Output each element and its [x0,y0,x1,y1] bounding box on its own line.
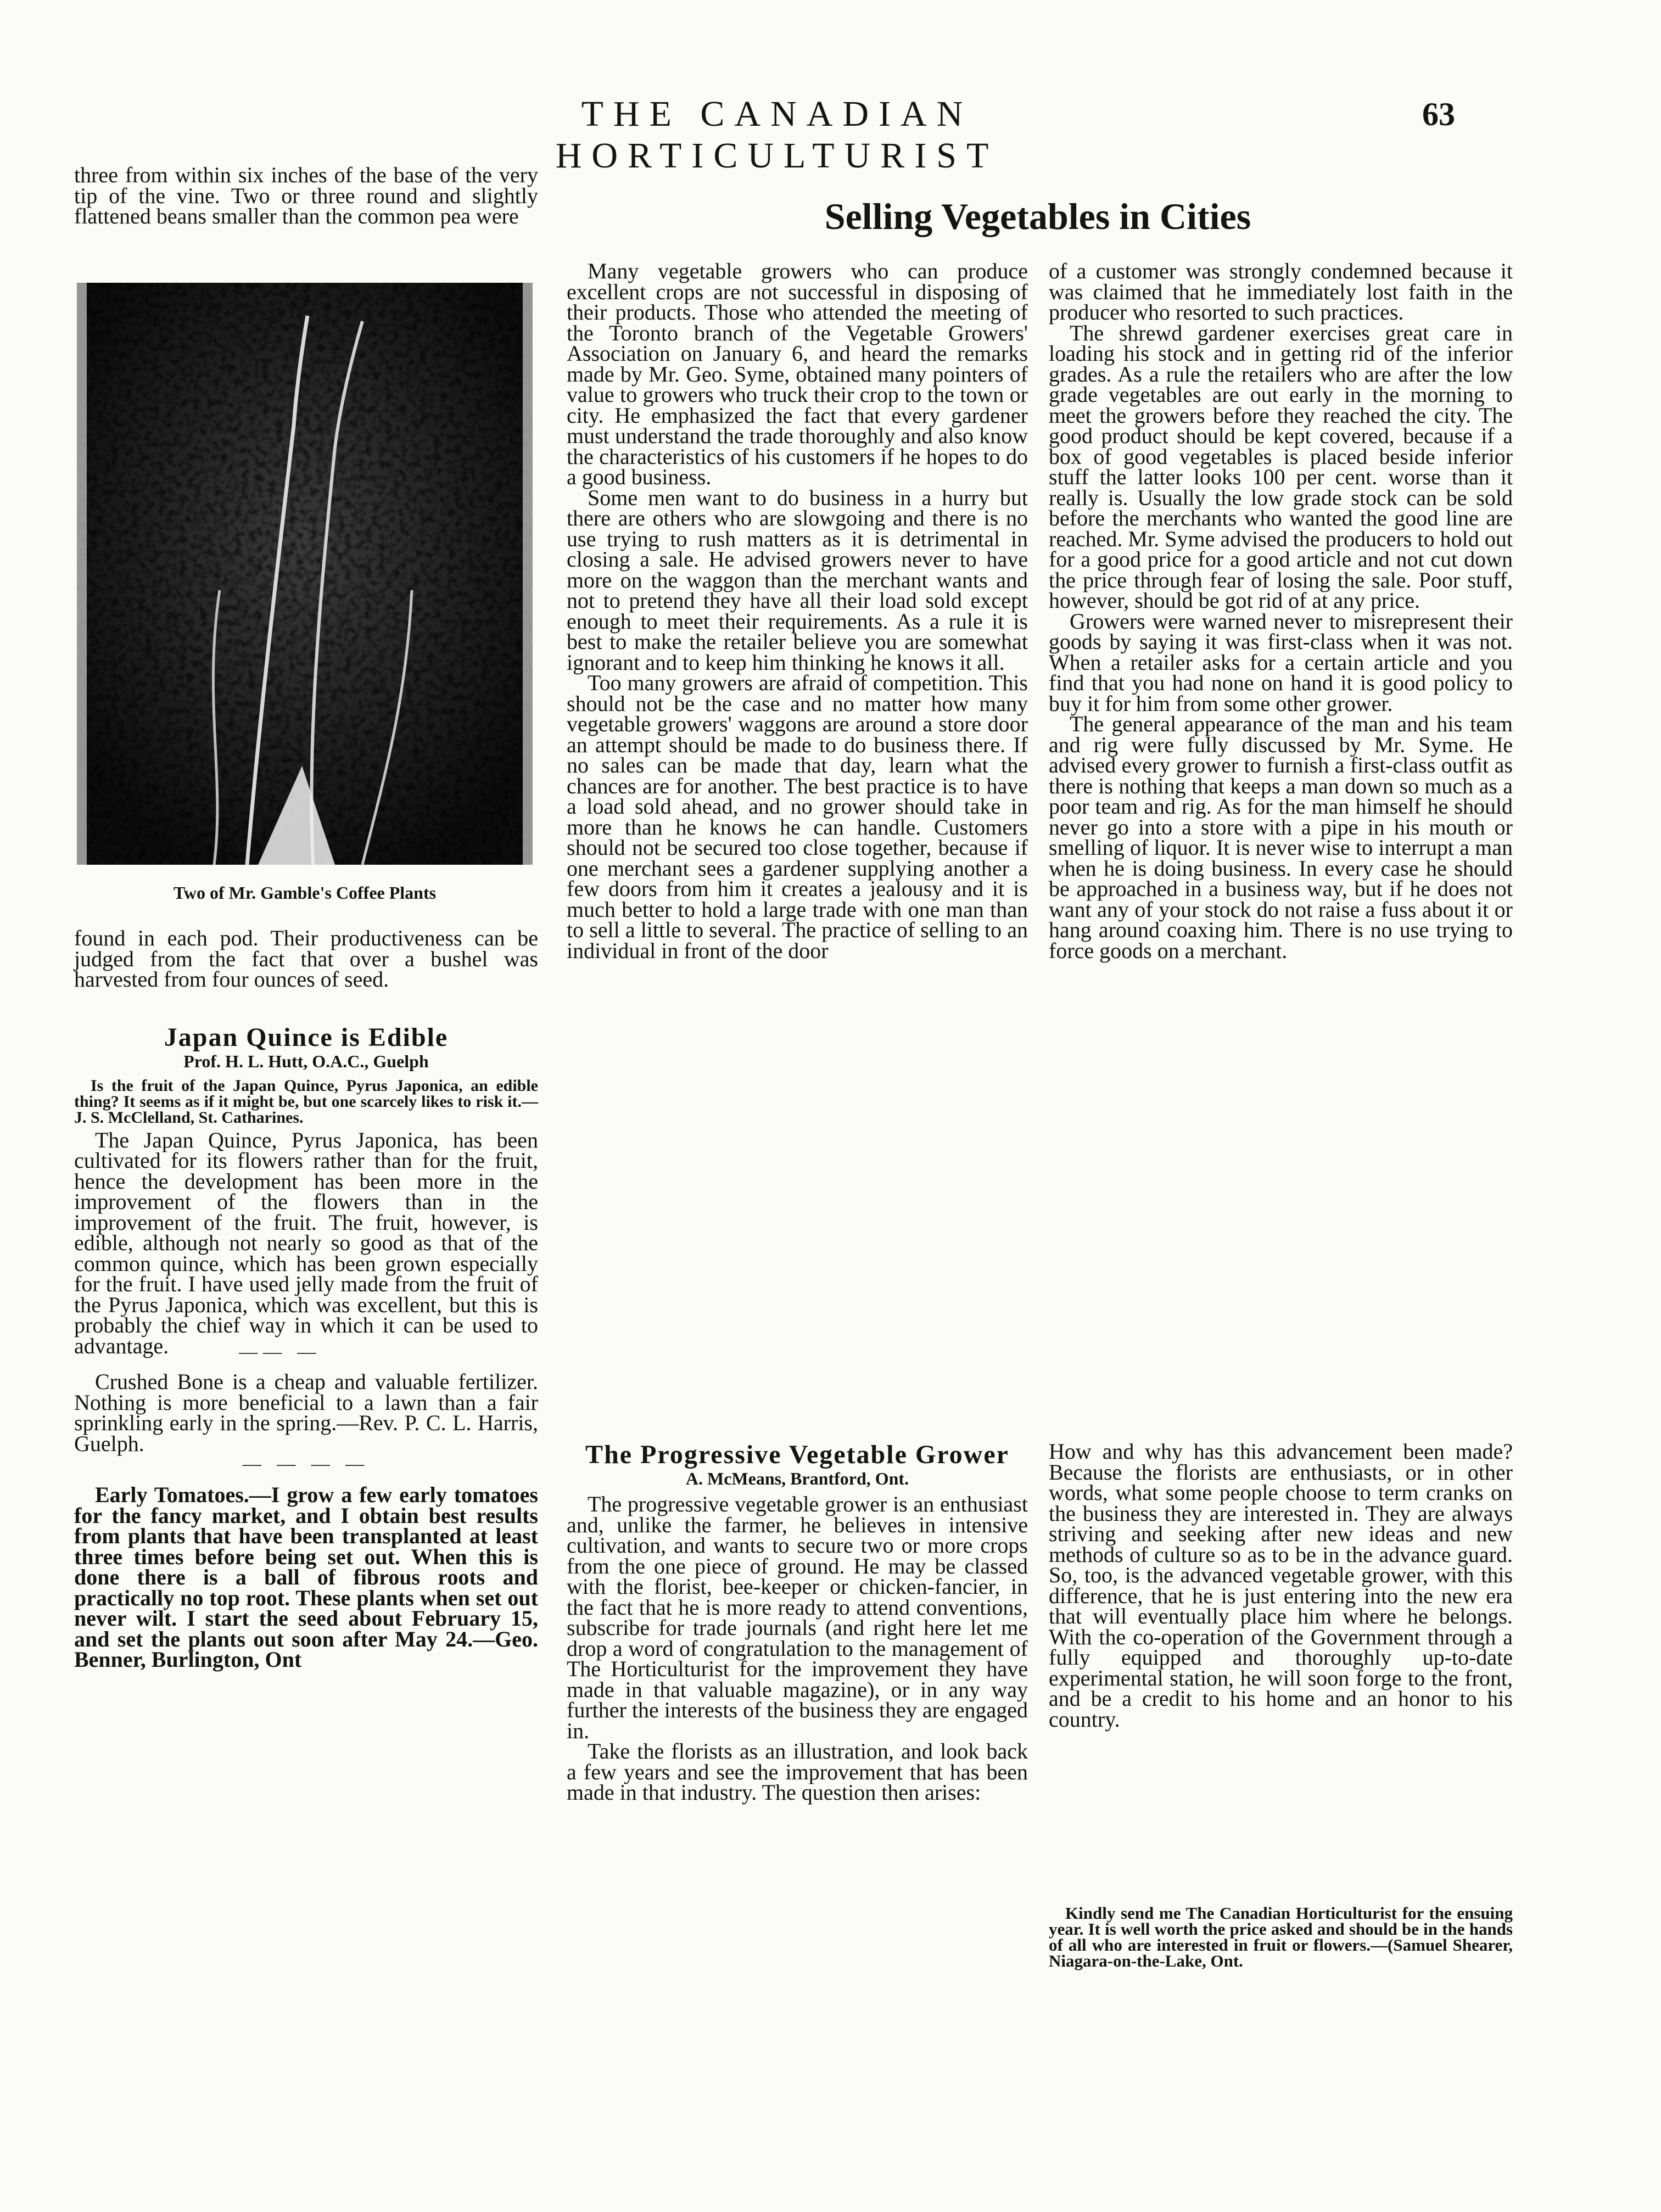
selling-paragraph: The general appearance of the man and his team and rig were fully discussed by Mr. Syme. He advised every grower to furnish a first-class outfit as there is nothing that keeps a man down so much as a poor team and rig. As for the man himself he should never go into a store with a pipe in his mouth or smelling of liquor. It is never wise to interrupt a man when he is doing business. In every case he should be approached in a business way, but if he does not want any of your stock do not raise a fuss about it or hang around coaxing him. There is no use trying to force goods on a merchant. [1049,712,1513,963]
coffee-paragraph-bottom: found in each pod. Their productiveness can be judged from the fact that over a bushel was harvested from four ounces of seed. [74,926,538,992]
running-title: THE CANADIAN HORTICULTURIST [555,94,999,176]
early-tomatoes-note: Early Tomatoes.—I grow a few early tomatoes for the fancy market, and I obtain best results from plants that have been transplanted at least three times before being set out. When this is done there is a ball of fibrous roots and practically no top root. These plants when set out never wilt. I start the seed about February 15, and set the plants out soon after May 24.—Geo. Benner, Burlington, Ont [74,1482,538,1672]
coffee-plants-photo [77,283,533,865]
selling-vegetables-heading: Selling Vegetables in Cities [824,195,1251,237]
progressive-paragraph: The progressive vegetable grower is an enthusiast and, unlike the farmer, he believes in intensive cultivation, and wants to secure two or more crops from the one piece of ground. He may be classed with the florist, bee-keeper or chicken-fancier, in the fact that he is more ready to attend conventions, subscribe for trade journals (and right here let me drop a word of congratulation to the management of The Horticulturist for the improvement they have made in that valuable magazine), or in any way further the interests of the business they are engaged in. [567,1492,1028,1743]
page-header [0,93,1661,176]
selling-paragraph: Many vegetable growers who can produce excellent crops are not successful in disposing of their products. Those who attended the meeting of the Toronto branch of the Vegetable Growers' Association on January 6, and heard the remarks made by Mr. Geo. Syme, obtained many pointers of value to growers who truck their crop to the town or city. He emphasized the fact that every gardener must understand the trade thoroughly and also know the characteristics of his customers if he hopes to do a good business. [567,259,1028,489]
divider-rule: — — — — [242,1454,370,1474]
photo-caption: Two of Mr. Gamble's Coffee Plants [173,883,437,903]
quince-query: Is the fruit of the Japan Quince, Pyrus Japonica, an edible thing? It seems as if it might be, but one scarcely likes to risk it.—J. S. McClelland, St. Catharines. [74,1076,538,1127]
coffee-text-top [74,165,538,227]
progressive-col3 [1049,1439,1513,1732]
selling-col3 [1049,261,1513,961]
quince-byline: Prof. H. L. Hutt, O.A.C., Guelph [183,1051,429,1071]
quince-heading: Japan Quince is Edible [164,1022,449,1052]
progressive-byline: A. McMeans, Brantford, Ont. [685,1469,909,1488]
progressive-col2 [567,1441,1028,1803]
col1-body [74,928,538,1670]
selling-paragraph: Growers were warned never to misrepresent their goods by saying it was first-class when it was not. When a retailer asks for a certain article and you find that you had none on hand it is good policy to buy it for him from some other grower. [1049,608,1513,716]
progressive-heading: The Progressive Vegetable Grower [585,1440,1009,1469]
subscriber-note: Kindly send me The Canadian Horticulturist for the ensuing year. It is well worth the price asked and should be in the hands of all who are interested in fruit or flowers.—(Samuel Shearer, Niagara-on-the-Lake, Ont. [1049,1903,1513,1970]
quince-answer: The Japan Quince, Pyrus Japonica, has been cultivated for its flowers rather than for the fruit, hence the development has been more in the improvement of the flowers than in the improvement of the fruit. The fruit, however, is edible, although not nearly so good as that of the common quince, which has been grown especially for the fruit. I have used jelly made from the fruit of the Pyrus Japonica, which was excellent, but this is probably the chief way in which it can be used to advantage. [74,1127,538,1358]
selling-paragraph: Some men want to do business in a hurry but there are others who are slowgoing and there is no use trying to rush matters as it is detrimental in closing a sale. He advised growers never to have more on the waggon than the merchant wants and not to pretend they have all their load sold except enough to meet their requirements. As a rule it is best to make the retailer believe you are somewhat ignorant and to keep him thinking he knows it all. [567,485,1028,675]
coffee-paragraph-top: three from within six inches of the base of the very tip of the vine. Two or three round and slightly flattened beans smaller than the common pea were [74,163,538,228]
page-number: 63 [1422,96,1455,132]
selling-col2 [567,261,1028,961]
selling-paragraph: of a customer was strongly condemned because it was claimed that he immediately lost faith in the producer who resorted to such practices. [1049,259,1513,324]
divider-rule: —— — [239,1342,322,1362]
selling-paragraph: Too many growers are afraid of competition. This should not be the case and no matter how many vegetable growers' waggons are around a store door an attempt should be made to do business there. If no sales can be made that day, learn what the chances are for another. The best practice is to have a load sold ahead, and no grower should take in more than he knows he can handle. Customers should not be secured too close together, because if one merchant sees a gardener supplying another a few doors from him it creates a jealousy and it is much better to hold a large trade with one man than to sell a little to several. The practice of selling to an individual in front of the door [567,670,1028,963]
subscriber-note-box [1049,1905,1513,1969]
progressive-paragraph: How and why has this advancement been made? Because the florists are enthusiasts, or in other words, what some people choose to term cranks on the business they are interested in. They are always striving and seeking after new ideas and new methods of culture so as to be in the advance guard. So, too, is the advanced vegetable grower, with this difference, that he is just entering into the new era that will eventually place him where he belongs. With the co-operation of the Government through a fully equipped and thoroughly up-to-date experimental station, he will soon forge to the front, and be a credit to his home and an honor to his country. [1049,1439,1513,1732]
crushed-bone-note: Crushed Bone is a cheap and valuable fertilizer. Nothing is more beneficial to a lawn than a fair sprinkling early in the spring.—Rev. P. C. L. Harris, Guelph. [74,1369,538,1456]
selling-paragraph: The shrewd gardener exercises great care in loading his stock and in getting rid of the inferior grades. As a rule the retailers who are after the low grade vegetables are out early in the morning to meet the growers before they reached the city. The good product should be kept covered, because if a box of good vegetables is placed beside inferior stuff the latter looks 100 per cent. worse than it really is. Usually the low grade stock can be sold before the merchants who wanted the good line are reached. Mr. Syme advised the producers to hold out for a good price for a good article and not cut down the price through fear of losing the sale. Poor stuff, however, should be got rid of at any price. [1049,320,1513,613]
progressive-paragraph: Take the florists as an illustration, and look back a few years and see the improvement that has been made in that industry. The question then arises: [567,1739,1028,1805]
coffee-plants-illustration [77,283,533,865]
